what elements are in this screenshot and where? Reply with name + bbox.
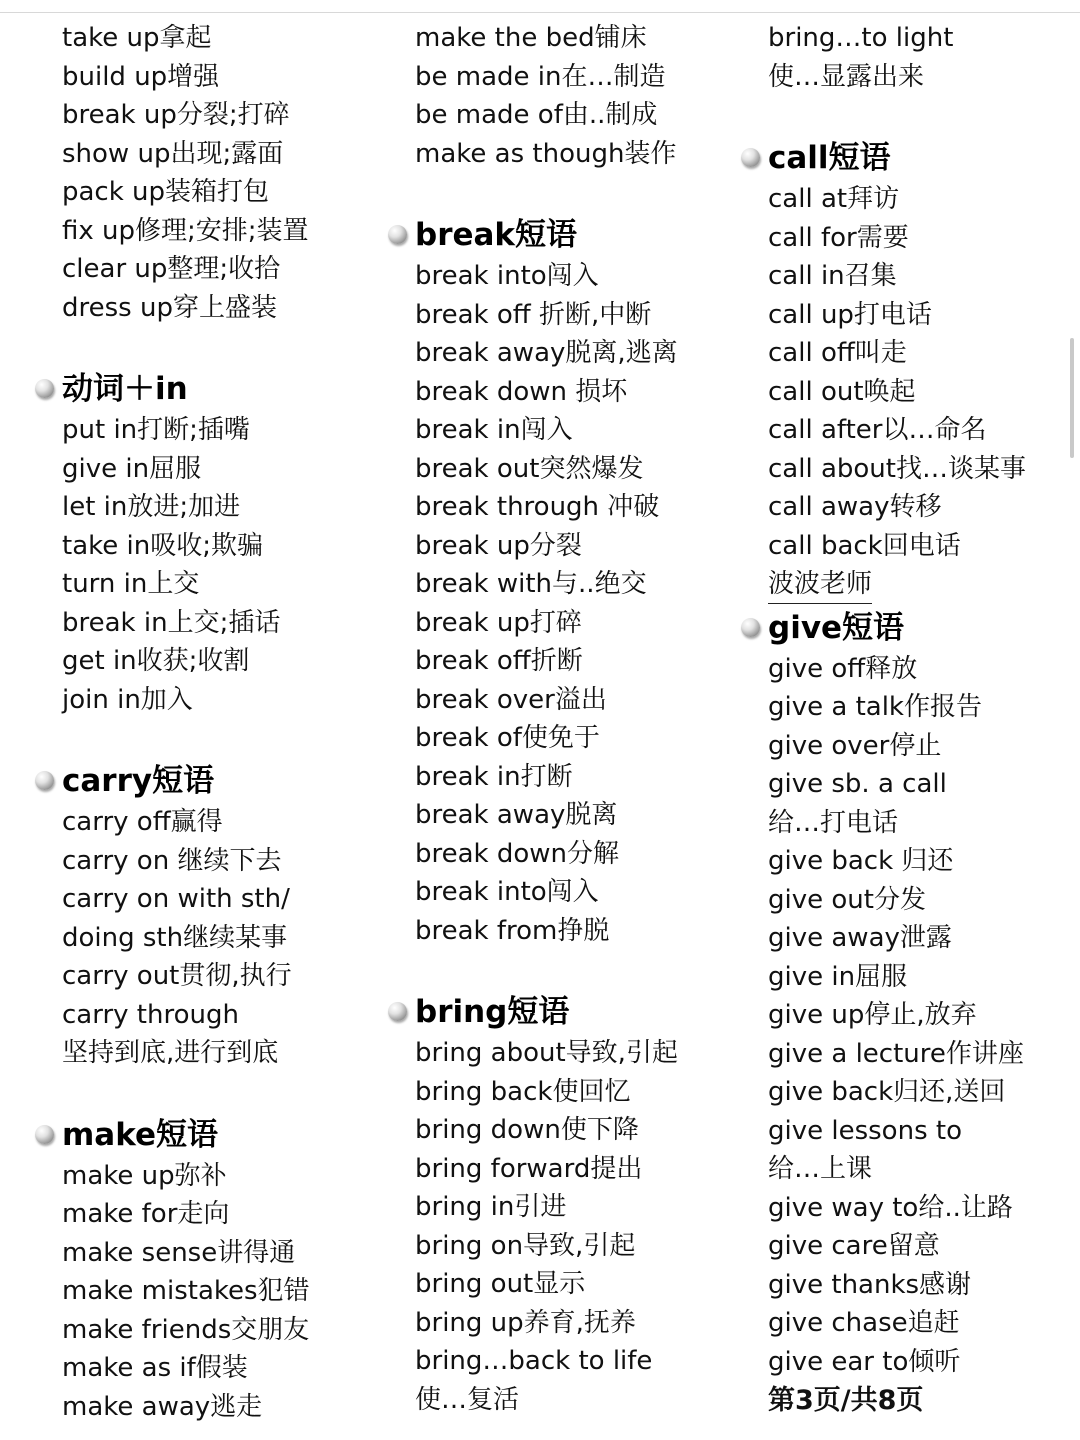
phrase-item: make up弥补 [62, 1160, 227, 1191]
phrase-item: call up打电话 [768, 299, 932, 330]
phrase-item: call about找…谈某事 [768, 453, 1026, 484]
phrase-item: break up打碎 [415, 607, 582, 638]
phrase-item: dress up穿上盛装 [62, 292, 277, 323]
make-section [62, 1113, 392, 1427]
phrase-item: be made of由..制成 [415, 100, 658, 130]
phrase-item: give up停止,放弃 [768, 1000, 977, 1030]
section-heading-give: give短语 [768, 606, 1068, 650]
phrase-item: 使…显露出来 [768, 61, 925, 92]
bullet-icon [35, 771, 54, 790]
bring-section [415, 990, 745, 1419]
phrase-item: let in放进;加进 [62, 492, 241, 522]
phrase-item: 使…复活 [415, 1384, 520, 1415]
bring-continued-section [768, 19, 1068, 96]
call-section [768, 136, 1068, 604]
phrase-item: bring…back to life [415, 1346, 653, 1376]
phrase-item: make mistakes犯错 [62, 1276, 310, 1306]
phrase-item: call in召集 [768, 261, 897, 291]
phrase-item: break away脱离 [415, 800, 618, 830]
bullet-icon [741, 148, 760, 167]
signature-text: 波波老师 [768, 565, 1068, 604]
phrase-item: give lessons to [768, 1115, 962, 1146]
scrollbar[interactable] [1070, 338, 1074, 458]
phrase-item: join in加入 [62, 684, 193, 715]
phrase-item: break up分裂;打碎 [62, 100, 290, 130]
phrase-item: break into闯入 [415, 261, 599, 291]
give-section [768, 606, 1068, 1422]
phrase-item: break in上交;插话 [62, 607, 281, 638]
phrase-item: break from挣脱 [415, 915, 610, 946]
bullet-icon [35, 1125, 54, 1144]
phrase-item: give way to给..让路 [768, 1192, 1013, 1223]
phrase-item: break down 损坏 [415, 376, 628, 407]
phrase-item: pack up装箱打包 [62, 177, 270, 207]
phrase-item: break over溢出 [415, 684, 607, 715]
section-heading-break: break短语 [415, 213, 745, 257]
verb-in-section [62, 367, 392, 719]
phrase-item: break up分裂 [415, 530, 582, 561]
phrase-item: give in屈服 [768, 961, 908, 992]
phrase-item: call out唤起 [768, 376, 916, 407]
page-indicator: 第3页/共8页 [768, 1385, 924, 1416]
section-heading-carry: carry短语 [62, 759, 392, 803]
phrase-item: give away泄露 [768, 923, 952, 953]
phrase-item: make sense讲得通 [62, 1237, 296, 1268]
phrase-item: break down分解 [415, 838, 620, 869]
phrase-item: give out分发 [768, 884, 926, 915]
bullet-icon [741, 618, 760, 637]
phrase-item: build up增强 [62, 61, 220, 92]
phrase-item: give thanks感谢 [768, 1269, 972, 1300]
phrase-item: make the bed铺床 [415, 23, 647, 53]
break-section [415, 213, 745, 950]
verb-up-section [62, 19, 392, 327]
bullet-icon [35, 379, 54, 398]
carry-section [62, 759, 392, 1073]
phrase-item: break through 冲破 [415, 492, 660, 522]
phrase-item: bring about导致,引起 [415, 1038, 678, 1068]
phrase-item: be made in在…制造 [415, 61, 666, 92]
phrase-item: 给…打电话 [768, 807, 899, 838]
phrase-item: show up出现;露面 [62, 138, 284, 169]
column-2 [415, 19, 745, 1419]
phrase-item: call at拜访 [768, 184, 900, 214]
phrase-item: give off释放 [768, 653, 918, 684]
phrase-item: call after以…命名 [768, 415, 987, 445]
phrase-item: break off折断 [415, 646, 583, 676]
phrase-item: call for需要 [768, 222, 909, 253]
phrase-item: give in屈服 [62, 453, 202, 484]
phrase-item: call off叫走 [768, 338, 907, 368]
phrase-item: carry through [62, 999, 239, 1030]
phrase-item: get in收获;收割 [62, 646, 250, 676]
phrase-item: give care留意 [768, 1231, 940, 1261]
phrase-item: break out突然爆发 [415, 453, 644, 484]
phrase-item: call away转移 [768, 492, 942, 522]
section-heading-make: make短语 [62, 1113, 392, 1157]
phrase-item: break into闯入 [415, 877, 599, 907]
phrase-item: carry on 继续下去 [62, 845, 282, 876]
phrase-item: bring…to light [768, 23, 954, 53]
phrase-item: turn in上交 [62, 569, 200, 599]
phrase-item: give a lecture作讲座 [768, 1038, 1024, 1069]
phrase-item: break off 折断,中断 [415, 299, 652, 330]
phrase-item: break of使免于 [415, 723, 600, 753]
phrase-item: make friends交朋友 [62, 1314, 310, 1345]
phrase-item: break with与..绝交 [415, 569, 647, 599]
phrase-item: break away脱离,逃离 [415, 338, 678, 368]
phrase-item: bring back使回忆 [415, 1076, 631, 1107]
phrase-item: make as if假装 [62, 1353, 248, 1383]
column-1 [62, 19, 392, 1426]
section-heading-call: call短语 [768, 136, 1068, 180]
phrase-item: break in闯入 [415, 415, 573, 445]
phrase-item: make for走向 [62, 1199, 230, 1229]
phrase-item: 坚持到底,进行到底 [62, 1038, 279, 1068]
phrase-item: give back 归还 [768, 846, 954, 876]
make-continued-section [415, 19, 745, 173]
phrase-item: make as though装作 [415, 138, 677, 169]
phrase-item: give back归还,送回 [768, 1077, 1006, 1107]
top-divider [0, 12, 1080, 13]
section-heading-bring: bring短语 [415, 990, 745, 1034]
phrase-item: bring out显示 [415, 1269, 586, 1299]
phrase-item: put in打断;插嘴 [62, 415, 250, 445]
phrase-item: bring up养育,抚养 [415, 1307, 636, 1338]
phrase-item: take up拿起 [62, 23, 212, 53]
phrase-item: fix up修理;安排;装置 [62, 215, 309, 246]
phrase-item: give a talk作报告 [768, 692, 982, 722]
phrase-item: carry on with sth/ [62, 884, 290, 914]
phrase-item: bring down使下降 [415, 1115, 639, 1145]
phrase-item: make away逃走 [62, 1391, 263, 1422]
phrase-item: break in打断 [415, 761, 573, 792]
phrase-item: bring in引进 [415, 1192, 567, 1222]
phrase-item: bring on导致,引起 [415, 1230, 636, 1261]
bullet-icon [388, 225, 407, 244]
column-3 [768, 19, 1068, 1421]
section-heading-verb-in: 动词＋in [62, 367, 392, 411]
phrase-item: give over停止 [768, 730, 942, 761]
phrase-item: carry out贯彻,执行 [62, 961, 292, 991]
phrase-item: bring forward提出 [415, 1153, 643, 1184]
phrase-item: give chase追赶 [768, 1308, 960, 1338]
phrase-item: call back回电话 [768, 530, 961, 561]
phrase-item: give sb. a call [768, 769, 947, 799]
phrase-item: 给…上课 [768, 1154, 873, 1184]
phrase-item: clear up整理;收拾 [62, 254, 281, 284]
phrase-item: doing sth继续某事 [62, 922, 288, 953]
phrase-item: take in吸收;欺骗 [62, 530, 263, 561]
bullet-icon [388, 1002, 407, 1021]
phrase-item: carry off赢得 [62, 807, 223, 837]
phrase-item: give ear to倾听 [768, 1346, 961, 1377]
